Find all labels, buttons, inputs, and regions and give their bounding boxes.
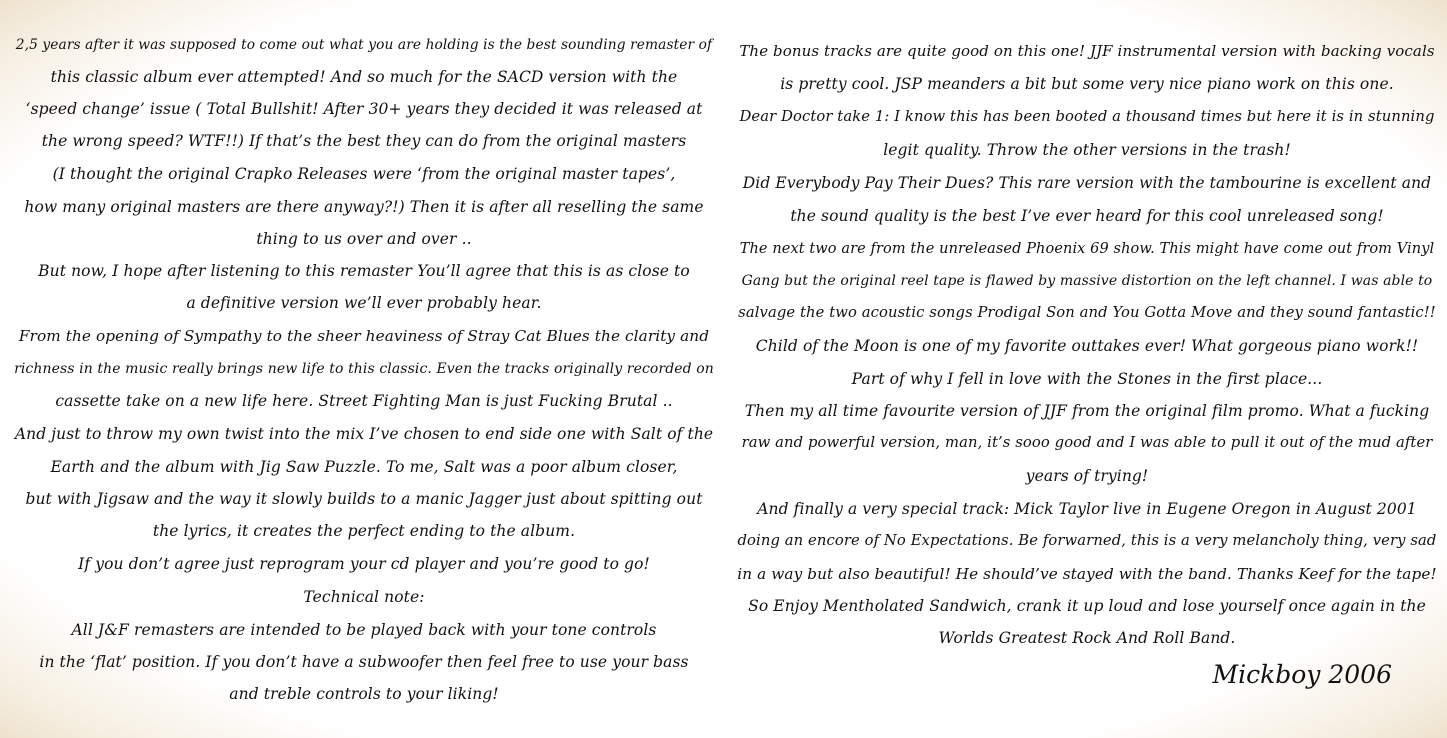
left-line-2: this classic album ever attempted! And so much for the SACD version with the [50, 68, 678, 86]
right-line-18: So Enjoy Mentholated Sandwich, crank it up loud and lose yourself once again in the [748, 597, 1426, 615]
signature: Mickboy 2006 [1212, 660, 1392, 689]
left-line-12: cassette take on a new life here. Street Fighting Man is just Fucking Brutal .. [55, 392, 673, 410]
left-line-14: Earth and the album with Jig Saw Puzzle. To me, Salt was a poor album closer, [50, 458, 678, 476]
left-line-5: (I thought the original Crapko Releases were ‘from the original master tapes’, [52, 165, 676, 183]
left-line-6: how many original masters are there anyway?!) Then it is after all reselling the same [24, 198, 704, 216]
right-line-9: salvage the two acoustic songs Prodigal Son and You Gotta Move and they sound fantastic!! [738, 304, 1436, 321]
left-line-3: ‘speed change’ issue ( Total Bullshit! After 30+ years they decided it was released at [25, 100, 703, 118]
right-line-8: Gang but the original reel tape is flawed by massive distortion on the left channel. I was able to [741, 273, 1433, 289]
right-line-3: Dear Doctor take 1: I know this has been booted a thousand times but here it is in stunning [739, 108, 1435, 125]
left-line-19: All J&F remasters are intended to be played back with your tone controls [71, 621, 657, 639]
left-line-8: But now, I hope after listening to this remaster You’ll agree that this is as close to [38, 262, 690, 280]
right-line-16: doing an encore of No Expectations. Be forwarned, this is a very melancholy thing, very sad [737, 532, 1437, 549]
left-line-4: the wrong speed? WTF!!) If that’s the best they can do from the original masters [41, 132, 687, 150]
right-line-15: And finally a very special track: Mick Taylor live in Eugene Oregon in August 2001 [757, 500, 1417, 518]
left-line-11: richness in the music really brings new life to this classic. Even the tracks originally recorded on [14, 361, 714, 377]
right-line-13: raw and powerful version, man, it’s sooo good and I was able to pull it out of the mud after [741, 434, 1433, 451]
right-line-6: the sound quality is the best I’ve ever heard for this cool unreleased song! [790, 207, 1384, 225]
left-line-1: 2,5 years after it was supposed to come out what you are holding is the best sounding remaster of [15, 37, 713, 53]
right-line-1: The bonus tracks are quite good on this one! JJF instrumental version with backing vocals [739, 42, 1435, 60]
right-line-12: Then my all time favourite version of JJF from the original film promo. What a fucking [744, 402, 1430, 420]
left-line-7: thing to us over and over .. [256, 230, 472, 248]
right-line-19: Worlds Greatest Rock And Roll Band. [938, 629, 1236, 647]
left-line-21: and treble controls to your liking! [229, 685, 499, 703]
right-line-7: The next two are from the unreleased Phoenix 69 show. This might have come out from Vinyl [739, 241, 1435, 257]
right-line-4: legit quality. Throw the other versions in the trash! [883, 141, 1291, 159]
right-line-14: years of trying! [1025, 467, 1149, 485]
right-line-11: Part of why I fell in love with the Stones in the first place... [851, 370, 1323, 388]
left-line-13: And just to throw my own twist into the mix I’ve chosen to end side one with Salt of the [14, 425, 714, 443]
left-line-16: the lyrics, it creates the perfect ending to the album. [152, 522, 576, 540]
right-line-2: is pretty cool. JSP meanders a bit but some very nice piano work on this one. [780, 75, 1394, 93]
left-line-10: From the opening of Sympathy to the sheer heaviness of Stray Cat Blues the clarity and [18, 327, 710, 345]
left-line-9: a definitive version we’ll ever probably hear. [186, 294, 542, 312]
left-line-20: in the ‘flat’ position. If you don’t have a subwoofer then feel free to use your bass [39, 653, 689, 671]
right-line-17: in a way but also beautiful! He should’ve stayed with the band. Thanks Keef for the tape! [737, 565, 1437, 583]
right-page [727, 0, 1447, 738]
right-line-5: Did Everybody Pay Their Dues? This rare version with the tambourine is excellent and [742, 174, 1432, 192]
left-line-18: Technical note: [303, 588, 425, 606]
right-line-10: Child of the Moon is one of my favorite outtakes ever! What gorgeous piano work!! [755, 337, 1419, 355]
left-line-15: but with Jigsaw and the way it slowly builds to a manic Jagger just about spitting out [25, 490, 703, 508]
left-page [0, 0, 720, 738]
left-line-17: If you don’t agree just reprogram your cd player and you’re good to go! [78, 555, 650, 573]
